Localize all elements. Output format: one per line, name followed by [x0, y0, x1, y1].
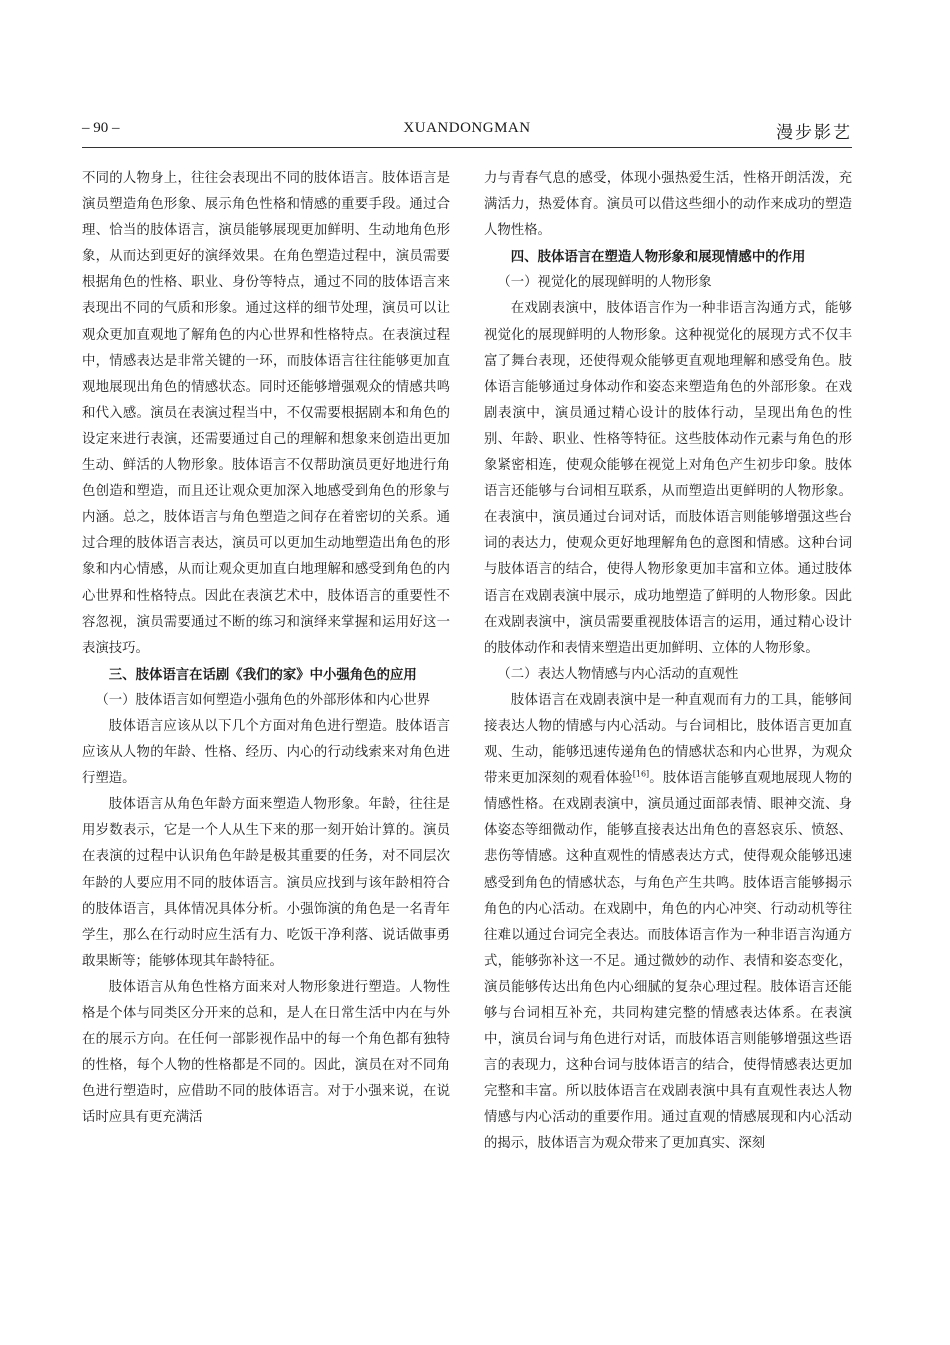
section3-heading: 三、肢体语言在话剧《我们的家》中小强角色的应用 [108, 666, 417, 683]
right-column [484, 166, 852, 1158]
section4-sub1-heading: （一）视觉化的展现鲜明的人物形象 [497, 275, 712, 291]
paragraph: 不同的人物身上，往往会表现出不同的肢体语言。肢体语言是演员塑造角色形象、展示角色性格和情感的重要手段。通过合理、恰当的肢体语言，演员能够展现更加鲜明、生动地角色形象，从而达到更好的演绎效果。在角色塑造过程中，演员需要根据角色的性格、职业、身份等特点，通过不同的肢体语言来表现出不同的气质和形象。通过这样的细节处理，演员可以让观众更加直观地了解角色的内心世界和性格特点。在表演过程中，情感表达是非常关键的一环，而肢体语言往往能够更加直观地展现出角色的情感状态。同时还能够增强观众的情感共鸣和代入感。演员在表演过程当中，不仅需要根据剧本和角色的设定来进行表演，还需要通过自己的理解和想象来创造出更加生动、鲜活的人物形象。肢体语言不仅帮助演员更好地进行角色创造和塑造，而且还让观众更加深入地感受到角色的形象与内涵。总之，肢体语言与角色塑造之间存在着密切的关系。通过合理的肢体语言表达，演员可以更加生动地塑造出角色的形象和内心情感，从而让观众更加直白地理解和感受到角色的内心世界和性格特点。因此在表演艺术中，肢体语言的重要性不容忽视，演员需要通过不断的练习和演绎来掌握和运用好这一表演技巧。 [82, 171, 450, 656]
paragraph: 肢体语言从角色性格方面来对人物形象进行塑造。人物性格是个体与同类区分开来的总和，是人在日常生活中内在与外在的展示方向。在任何一部影视作品中的每一个角色都有独特的性格，每个人物的性格都是不同的。因此，演员在对不同角色进行塑造时，应借助不同的肢体语言。对于小强来说，在说话时应具有更充满活 [82, 979, 450, 1126]
paragraph: 肢体语言从角色年龄方面来塑造人物形象。年龄，往往是用岁数表示，它是一个人从生下来的那一刻开始计算的。演员在表演的过程中认识角色年龄是极其重要的任务，对不同层次年龄的人要应用不同的肢体语言。演员应找到与该年龄相符合的肢体语言，具体情况具体分析。小强饰演的角色是一名青年学生，那么在行动时应生活有力、吃饭干净利落、说话做事勇敢果断等；能够体现其年龄特征。 [82, 797, 450, 969]
page-number: – 90 – [82, 120, 120, 136]
journal-name: XUANDONGMAN [403, 120, 531, 136]
paragraph: 肢体语言应该从以下几个方面对角色进行塑造。肢体语言应该从人物的年龄、性格、经历、内心的行动线索来对角色进行塑造。 [82, 718, 450, 787]
citation-marker: [16] [632, 769, 650, 779]
paragraph: 在戏剧表演中，肢体语言作为一种非语言沟通方式，能够视觉化的展现鲜明的人物形象。这种视觉化的展现方式不仅丰富了舞台表现，还使得观众能够更直观地理解和感受角色。肢体语言能够通过身体动作和姿态来塑造角色的外部形象。在戏剧表演中，演员通过精心设计的肢体行动，呈现出角色的性别、年龄、职业、性格等特征。这些肢体动作元素与角色的形象紧密相连，使观众能够在视觉上对角色产生初步印象。肢体语言还能够与台词相互联系，从而塑造出更鲜明的人物形象。在表演中，演员通过台词对话，而肢体语言则能够增强这些台词的表达力，使观众更好地理解角色的意图和情感。这种台词与肢体语言的结合，使得人物形象更加丰富和立体。通过肢体语言在戏剧表演中展示，成功地塑造了鲜明的人物形象。因此在戏剧表演中，演员需要重视肢体语言的运用，通过精心设计的肢体动作和表情来塑造出更加鲜明、立体的人物形象。 [484, 301, 852, 656]
left-column [82, 166, 450, 1131]
section4-heading: 四、肢体语言在塑造人物形象和展现情感中的作用 [510, 249, 806, 266]
running-header [82, 120, 852, 144]
paragraph-text: 。肢体语言能够直观地展现人物的情感性格。在戏剧表演中，演员通过面部表情、眼神交流、身体姿态等细微动作，能够直接表达出角色的喜怒哀乐、愤怒、悲伤等情感。这种直观性的情感表达方式，使得观众能够迅速感受到角色的情感状态，与角色产生共鸣。肢体语言能够揭示角色的内心活动。在戏剧中，角色的内心冲突、行动动机等往往难以通过台词完全表达。而肢体语言作为一种非语言沟通方式，能够弥补这一不足。通过微妙的动作、表情和姿态变化，演员能够传达出角色内心细腻的复杂心理过程。肢体语言还能够与台词相互补充，共同构建完整的情感表达体系。在表演中，演员台词与角色进行对话，而肢体语言则能够增强这些语言的表现力，这种台词与肢体语言的结合，使得情感表达更加完整和丰富。所以肢体语言在戏剧表演中具有直观性表达人物情感与内心活动的重要作用。通过直观的情感展现和内心活动的揭示，肢体语言为观众带来了更加真实、深刻 [484, 771, 853, 1152]
column-name: 漫步影艺 [776, 123, 852, 143]
header-rule [82, 147, 852, 148]
section4-sub2-heading: （二）表达人物情感与内心活动的直观性 [497, 666, 739, 682]
paragraph: 力与青春气息的感受，体现小强热爱生活，性格开朗活泼，充满活力，热爱体育。演员可以借这些细小的动作来成功的塑造人物性格。 [484, 171, 852, 239]
section3-sub1-heading: （一）肢体语言如何塑造小强角色的外部形体和内心世界 [95, 692, 431, 708]
paragraph [484, 688, 852, 1158]
paragraph-text: 肢体语言在戏剧表演中是一种直观而有力的工具，能够间接表达人物的情感与内心活动。与台词相比，肢体语言更加直观、生动，能够迅速传递角色的情感状态和内心世界，为观众带来更加深刻的观看体验 [484, 692, 852, 787]
